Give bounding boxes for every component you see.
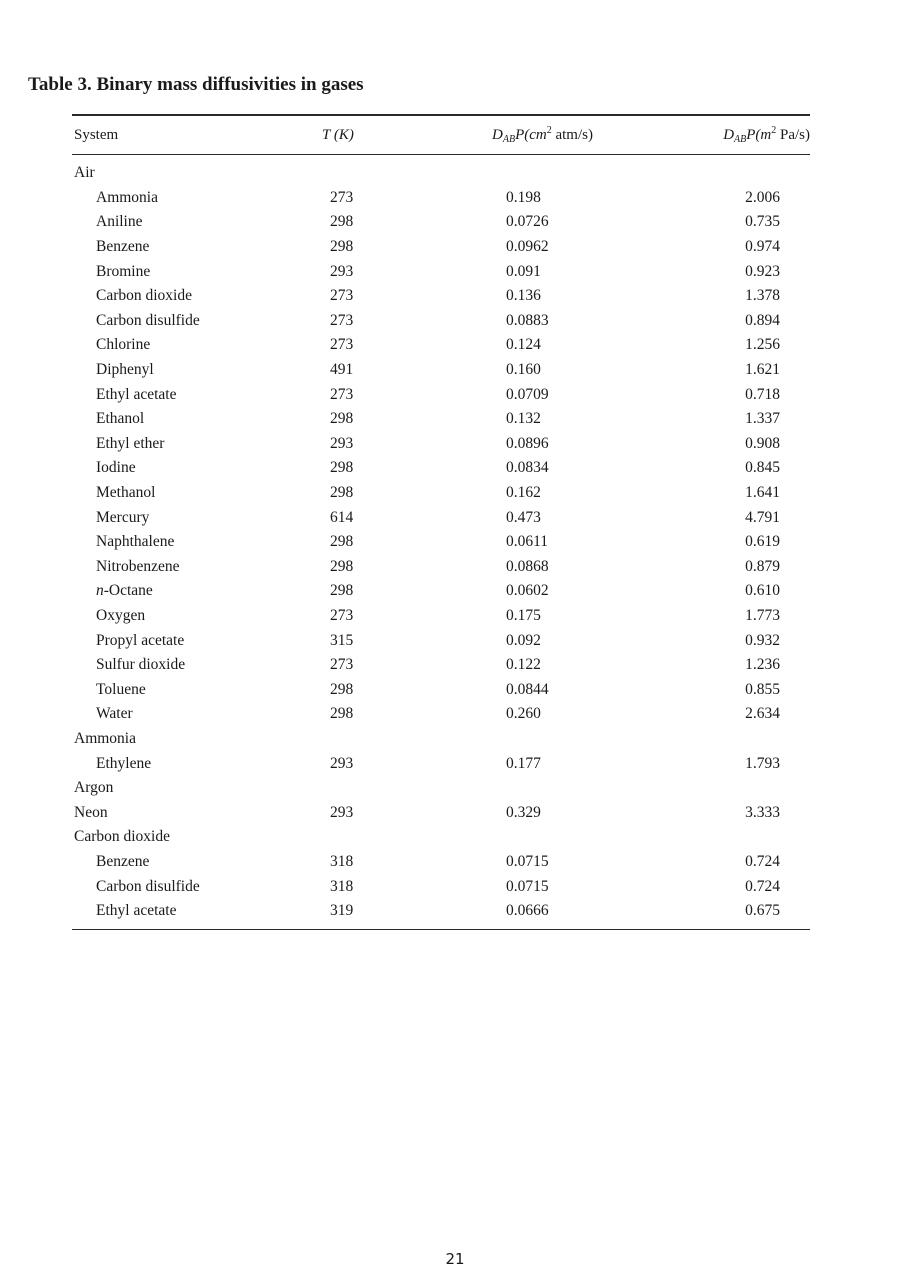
cell-diffusivity-cgs: 0.0896 xyxy=(506,434,549,452)
table-row xyxy=(72,432,810,457)
header-cgs-superscript: 2 xyxy=(546,125,552,136)
cell-temperature: 491 xyxy=(330,361,354,379)
cell-system: n-Octane xyxy=(96,582,153,600)
cell-temperature: 318 xyxy=(330,877,354,895)
cell-diffusivity-si: 0.735 xyxy=(745,213,780,231)
cell-temperature: 293 xyxy=(330,803,354,821)
header-si-unit: P(m xyxy=(746,127,772,143)
table-body xyxy=(72,155,810,929)
header-cgs-subscript: AB xyxy=(502,134,516,145)
header-cgs-symbol: D xyxy=(492,127,503,143)
cell-diffusivity-cgs: 0.0666 xyxy=(506,902,549,920)
table-row xyxy=(72,628,810,653)
cell-diffusivity-cgs: 0.198 xyxy=(506,188,541,206)
cell-temperature: 298 xyxy=(330,533,354,551)
cell-system: Neon xyxy=(74,803,108,821)
cell-temperature: 273 xyxy=(330,287,354,305)
cell-temperature: 298 xyxy=(330,705,354,723)
table-row xyxy=(72,505,810,530)
cell-diffusivity-cgs: 0.136 xyxy=(506,287,541,305)
table-row xyxy=(72,751,810,776)
cell-diffusivity-cgs: 0.0602 xyxy=(506,582,549,600)
cell-diffusivity-si: 0.845 xyxy=(745,459,780,477)
cell-diffusivity-cgs: 0.160 xyxy=(506,361,541,379)
cell-diffusivity-cgs: 0.092 xyxy=(506,631,541,649)
cell-temperature: 273 xyxy=(330,606,354,624)
cell-diffusivity-si: 4.791 xyxy=(745,508,780,526)
cell-diffusivity-cgs: 0.0834 xyxy=(506,459,549,477)
table-row xyxy=(72,677,810,702)
cell-system: Chlorine xyxy=(96,336,151,354)
cell-diffusivity-si: 0.675 xyxy=(745,902,780,920)
cell-temperature: 298 xyxy=(330,557,354,575)
cell-system: Naphthalene xyxy=(96,533,175,551)
cell-system: Carbon dioxide xyxy=(74,828,170,846)
header-si-superscript: 2 xyxy=(771,125,777,136)
table-row xyxy=(72,727,810,752)
cell-system: Aniline xyxy=(96,213,143,231)
cell-temperature: 298 xyxy=(330,213,354,231)
cell-diffusivity-cgs: 0.0709 xyxy=(506,385,549,403)
table-row xyxy=(72,899,810,924)
cell-system: Iodine xyxy=(96,459,136,477)
cell-diffusivity-si: 1.236 xyxy=(745,656,780,674)
cell-temperature: 298 xyxy=(330,459,354,477)
cell-system: Propyl acetate xyxy=(96,631,185,649)
cell-temperature: 319 xyxy=(330,902,354,920)
cell-diffusivity-cgs: 0.329 xyxy=(506,803,541,821)
cell-diffusivity-cgs: 0.177 xyxy=(506,754,541,772)
cell-system: Ethyl acetate xyxy=(96,385,177,403)
table-row xyxy=(72,653,810,678)
cell-diffusivity-cgs: 0.0883 xyxy=(506,311,549,329)
cell-diffusivity-si: 0.724 xyxy=(745,877,780,895)
cell-diffusivity-cgs: 0.132 xyxy=(506,410,541,428)
table-row xyxy=(72,358,810,383)
cell-temperature: 273 xyxy=(330,311,354,329)
table-row xyxy=(72,333,810,358)
cell-system: Sulfur dioxide xyxy=(96,656,186,674)
header-si-subscript: AB xyxy=(734,134,747,145)
header-cgs-unit-rest: atm/s) xyxy=(551,127,593,143)
cell-diffusivity-cgs: 0.0611 xyxy=(506,533,549,551)
table-row xyxy=(72,555,810,580)
cell-diffusivity-cgs: 0.162 xyxy=(506,484,541,502)
table-row xyxy=(72,481,810,506)
cell-temperature: 273 xyxy=(330,385,354,403)
header-system: System xyxy=(74,126,119,143)
cell-temperature: 293 xyxy=(330,754,354,772)
cell-diffusivity-si: 0.610 xyxy=(745,582,780,600)
cell-temperature: 293 xyxy=(330,262,354,280)
cell-system: Argon xyxy=(74,779,114,797)
cell-system: Ammonia xyxy=(74,729,136,747)
cell-diffusivity-si: 1.641 xyxy=(745,484,780,502)
cell-diffusivity-cgs: 0.0868 xyxy=(506,557,549,575)
table-row xyxy=(72,604,810,629)
diffusivity-table xyxy=(72,114,810,930)
cell-diffusivity-si: 1.793 xyxy=(745,754,780,772)
cell-temperature: 273 xyxy=(330,188,354,206)
cell-temperature: 298 xyxy=(330,410,354,428)
cell-system: Ethyl ether xyxy=(96,434,165,452)
cell-system: Ethanol xyxy=(96,410,145,428)
table-caption: Table 3. Binary mass diffusivities in gases xyxy=(28,74,364,95)
cell-system: Toluene xyxy=(96,680,146,698)
header-temperature-label: T (K) xyxy=(322,126,354,143)
cell-diffusivity-cgs: 0.473 xyxy=(506,508,541,526)
cell-system: Ethyl acetate xyxy=(96,902,177,920)
cell-diffusivity-si: 2.006 xyxy=(745,188,780,206)
cell-diffusivity-si: 0.879 xyxy=(745,557,780,575)
cell-temperature: 293 xyxy=(330,434,354,452)
header-si-unit-rest: Pa/s) xyxy=(776,127,810,143)
cell-diffusivity-cgs: 0.0715 xyxy=(506,877,549,895)
header-diffusivity-cgs xyxy=(492,125,692,145)
cell-diffusivity-si: 0.718 xyxy=(745,385,780,403)
cell-diffusivity-si: 0.932 xyxy=(745,631,780,649)
cell-diffusivity-si: 1.337 xyxy=(745,410,780,428)
table-row xyxy=(72,825,810,850)
cell-system: Benzene xyxy=(96,852,150,870)
table-row xyxy=(72,874,810,899)
cell-diffusivity-si: 0.855 xyxy=(745,680,780,698)
cell-diffusivity-cgs: 0.0726 xyxy=(506,213,549,231)
cell-system: Carbon dioxide xyxy=(96,287,192,305)
table-row xyxy=(72,284,810,309)
cell-temperature: 273 xyxy=(330,336,354,354)
table-row xyxy=(72,210,810,235)
cell-diffusivity-cgs: 0.260 xyxy=(506,705,541,723)
cell-system: Diphenyl xyxy=(96,361,154,379)
cell-system: Mercury xyxy=(96,508,150,526)
cell-temperature: 298 xyxy=(330,238,354,256)
header-temperature xyxy=(322,127,492,144)
cell-diffusivity-cgs: 0.122 xyxy=(506,656,541,674)
cell-diffusivity-si: 1.378 xyxy=(745,287,780,305)
cell-diffusivity-si: 0.908 xyxy=(745,434,780,452)
cell-diffusivity-cgs: 0.0962 xyxy=(506,238,549,256)
cell-diffusivity-cgs: 0.0715 xyxy=(506,852,549,870)
cell-temperature: 298 xyxy=(330,582,354,600)
page-number: 21 xyxy=(445,1250,465,1268)
table-header-row xyxy=(72,116,810,155)
header-diffusivity-si xyxy=(692,125,810,145)
cell-system: Ammonia xyxy=(96,188,158,206)
cell-diffusivity-cgs: 0.091 xyxy=(506,262,541,280)
table-row xyxy=(72,235,810,260)
cell-diffusivity-si: 0.894 xyxy=(745,311,780,329)
cell-system: Methanol xyxy=(96,484,156,502)
table-row xyxy=(72,407,810,432)
table-row xyxy=(72,186,810,211)
table-row xyxy=(72,850,810,875)
cell-system: Air xyxy=(74,164,95,182)
cell-system: Carbon disulfide xyxy=(96,877,200,895)
cell-temperature: 298 xyxy=(330,484,354,502)
table-row xyxy=(72,382,810,407)
cell-diffusivity-cgs: 0.124 xyxy=(506,336,541,354)
cell-diffusivity-si: 3.333 xyxy=(745,803,780,821)
table-row xyxy=(72,800,810,825)
cell-diffusivity-si: 0.724 xyxy=(745,852,780,870)
cell-diffusivity-si: 1.256 xyxy=(745,336,780,354)
cell-system: Water xyxy=(96,705,133,723)
cell-system: Benzene xyxy=(96,238,150,256)
table-row xyxy=(72,579,810,604)
table-row xyxy=(72,456,810,481)
cell-system: Carbon disulfide xyxy=(96,311,200,329)
cell-diffusivity-si: 1.773 xyxy=(745,606,780,624)
cell-diffusivity-cgs: 0.0844 xyxy=(506,680,549,698)
cell-diffusivity-si: 0.974 xyxy=(745,238,780,256)
cell-temperature: 318 xyxy=(330,852,354,870)
header-cgs-unit: P(cm xyxy=(515,127,547,143)
cell-temperature: 273 xyxy=(330,656,354,674)
table-row xyxy=(72,702,810,727)
cell-diffusivity-si: 1.621 xyxy=(745,361,780,379)
table-row xyxy=(72,259,810,284)
cell-temperature: 614 xyxy=(330,508,354,526)
table-row xyxy=(72,161,810,186)
table-row xyxy=(72,530,810,555)
cell-system: Oxygen xyxy=(96,606,146,624)
cell-diffusivity-cgs: 0.175 xyxy=(506,606,541,624)
cell-diffusivity-si: 0.923 xyxy=(745,262,780,280)
cell-system: Nitrobenzene xyxy=(96,557,180,575)
cell-diffusivity-si: 2.634 xyxy=(745,705,780,723)
cell-diffusivity-si: 0.619 xyxy=(745,533,780,551)
cell-temperature: 298 xyxy=(330,680,354,698)
table-row xyxy=(72,776,810,801)
cell-system: Bromine xyxy=(96,262,151,280)
table-row xyxy=(72,309,810,334)
header-si-symbol: D xyxy=(723,127,735,143)
cell-system: Ethylene xyxy=(96,754,152,772)
cell-temperature: 315 xyxy=(330,631,354,649)
